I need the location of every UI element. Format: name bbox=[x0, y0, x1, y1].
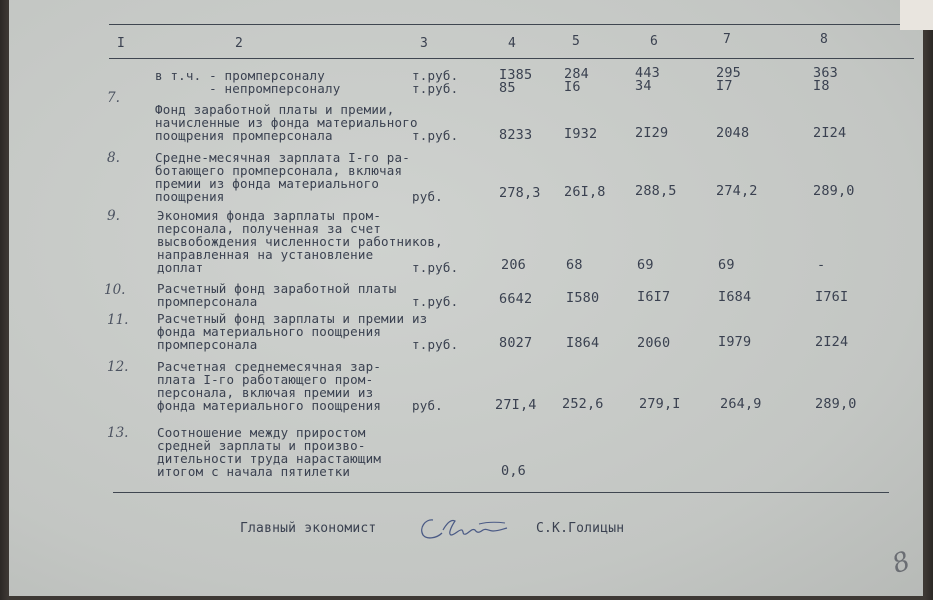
row11-number: 11. bbox=[107, 312, 129, 328]
col-header-1: I bbox=[117, 36, 125, 51]
page-mark: 8 bbox=[888, 546, 915, 580]
footer-position: Главный экономист bbox=[240, 521, 377, 536]
row8-c8: 289,0 bbox=[813, 183, 855, 199]
row7-c5: I932 bbox=[564, 126, 598, 142]
row10-c4: 6642 bbox=[499, 291, 533, 307]
row0-c7-a: 295 bbox=[716, 65, 741, 81]
row11-c6: 2060 bbox=[637, 335, 671, 351]
row12-number: 12. bbox=[107, 359, 129, 375]
row12-line1: Расчетная среднемесячная зар- bbox=[157, 359, 382, 374]
row0-c8-b: I8 bbox=[813, 78, 830, 94]
row8-c6: 288,5 bbox=[635, 183, 677, 199]
row12-c7: 264,9 bbox=[720, 396, 762, 412]
row13-line4: итогом с начала пятилетки bbox=[157, 464, 351, 479]
row0-c8-a: 363 bbox=[813, 65, 838, 81]
row13-number: 13. bbox=[107, 425, 129, 441]
row0-c5-a: 284 bbox=[564, 66, 589, 82]
row8-unit: руб. bbox=[412, 189, 443, 204]
row12-unit: руб. bbox=[412, 398, 443, 413]
row12-c5: 252,6 bbox=[562, 396, 604, 412]
row9-c6: 69 bbox=[637, 257, 654, 273]
row0-unit1: т.руб. bbox=[412, 68, 459, 83]
row8-line3: премии из фонда материального bbox=[155, 176, 380, 191]
row12-c4: 27I,4 bbox=[495, 397, 537, 413]
row10-line2: промперсонала bbox=[157, 294, 258, 309]
row10-c5: I580 bbox=[566, 290, 600, 306]
row8-line1: Средне-месячная зарплата I-го ра- bbox=[155, 150, 410, 165]
col-header-6: 6 bbox=[650, 34, 658, 49]
row7-line2: начисленные из фонда материального bbox=[155, 115, 418, 130]
row11-c5: I864 bbox=[566, 335, 600, 351]
col-header-2: 2 bbox=[235, 36, 243, 51]
row10-unit: т.руб. bbox=[412, 294, 459, 309]
row8-c4: 278,3 bbox=[499, 185, 541, 201]
row10-number: 10. bbox=[104, 282, 126, 298]
row11-line1: Расчетный фонд зарплаты и премии из bbox=[157, 311, 428, 326]
row0-unit2: т.руб. bbox=[412, 81, 459, 96]
row0-line1: в т.ч. - промперсоналу bbox=[155, 68, 325, 83]
row0-c5-b: I6 bbox=[564, 79, 581, 95]
row0-c7-b: I7 bbox=[716, 78, 733, 94]
row12-line3: персонала, включая премии из bbox=[157, 385, 374, 400]
row7-line3: поощрения промперсонала bbox=[155, 128, 333, 143]
header-rule bbox=[109, 58, 914, 59]
row9-c5: 68 bbox=[566, 257, 583, 273]
row10-c7: I684 bbox=[718, 289, 752, 305]
col-header-7: 7 bbox=[723, 32, 731, 47]
bottom-rule bbox=[113, 492, 889, 493]
row11-line2: фонда материального поощрения bbox=[157, 324, 382, 339]
row7-number: 7. bbox=[107, 90, 120, 106]
row10-c6: I6I7 bbox=[637, 289, 671, 305]
row12-c6: 279,I bbox=[639, 396, 681, 412]
row8-number: 8. bbox=[107, 150, 120, 166]
row0-c6-b: 34 bbox=[635, 78, 652, 94]
row9-c8: - bbox=[817, 257, 826, 273]
row12-c8: 289,0 bbox=[815, 396, 857, 412]
row8-c5: 26I,8 bbox=[564, 184, 606, 200]
row9-unit: т.руб. bbox=[412, 260, 459, 275]
row7-c7: 2048 bbox=[716, 125, 750, 141]
row12-line2: плата I-го работающего пром- bbox=[157, 372, 374, 387]
row13-line3: дительности труда нарастающим bbox=[157, 451, 382, 466]
row7-unit: т.руб. bbox=[412, 128, 459, 143]
paper-tear bbox=[900, 0, 933, 30]
row0-c4-b: 85 bbox=[499, 80, 516, 96]
row9-line1: Экономия фонда зарплаты пром- bbox=[157, 208, 382, 223]
row13-line2: средней зарплаты и произво- bbox=[157, 438, 366, 453]
col-header-8: 8 bbox=[820, 32, 828, 47]
row10-line1: Расчетный фонд заработной платы bbox=[157, 281, 397, 296]
row10-c8: I76I bbox=[815, 289, 849, 305]
row9-line4: направленная на установление bbox=[157, 247, 374, 262]
row0-line2: - непромперсоналу bbox=[155, 81, 341, 96]
row7-c8: 2I24 bbox=[813, 125, 847, 141]
signature bbox=[417, 511, 511, 545]
row11-line3: промперсонала bbox=[157, 337, 258, 352]
row9-number: 9. bbox=[107, 208, 120, 224]
col-header-3: 3 bbox=[420, 36, 428, 51]
row9-line3: высвобождения численности работников, bbox=[157, 234, 443, 249]
row13-line1: Соотношение между приростом bbox=[157, 425, 366, 440]
row11-unit: т.руб. bbox=[412, 337, 459, 352]
row8-line2: ботающего промперсонала, включая bbox=[155, 163, 403, 178]
row0-c4-a: I385 bbox=[499, 67, 533, 83]
row0-c6-a: 443 bbox=[635, 65, 660, 81]
row8-line4: поощрения bbox=[155, 189, 225, 204]
row9-line2: персонала, полученная за счет bbox=[157, 221, 382, 236]
paper-sheet bbox=[9, 0, 923, 596]
row9-c7: 69 bbox=[718, 257, 735, 273]
top-rule bbox=[109, 24, 914, 25]
col-header-4: 4 bbox=[508, 36, 516, 51]
row7-line1: Фонд заработной платы и премии, bbox=[155, 102, 395, 117]
row11-c4: 8027 bbox=[499, 335, 533, 351]
row8-c7: 274,2 bbox=[716, 183, 758, 199]
row9-c4: 206 bbox=[501, 257, 526, 273]
footer-name: С.К.Голицын bbox=[536, 521, 625, 536]
row11-c8: 2I24 bbox=[815, 334, 849, 350]
col-header-5: 5 bbox=[572, 34, 580, 49]
row7-c6: 2I29 bbox=[635, 125, 669, 141]
row11-c7: I979 bbox=[718, 334, 752, 350]
row13-c4: 0,6 bbox=[501, 463, 526, 479]
row7-c4: 8233 bbox=[499, 127, 533, 143]
row12-line4: фонда материального поощрения bbox=[157, 398, 382, 413]
row9-line5: доплат bbox=[157, 260, 204, 275]
